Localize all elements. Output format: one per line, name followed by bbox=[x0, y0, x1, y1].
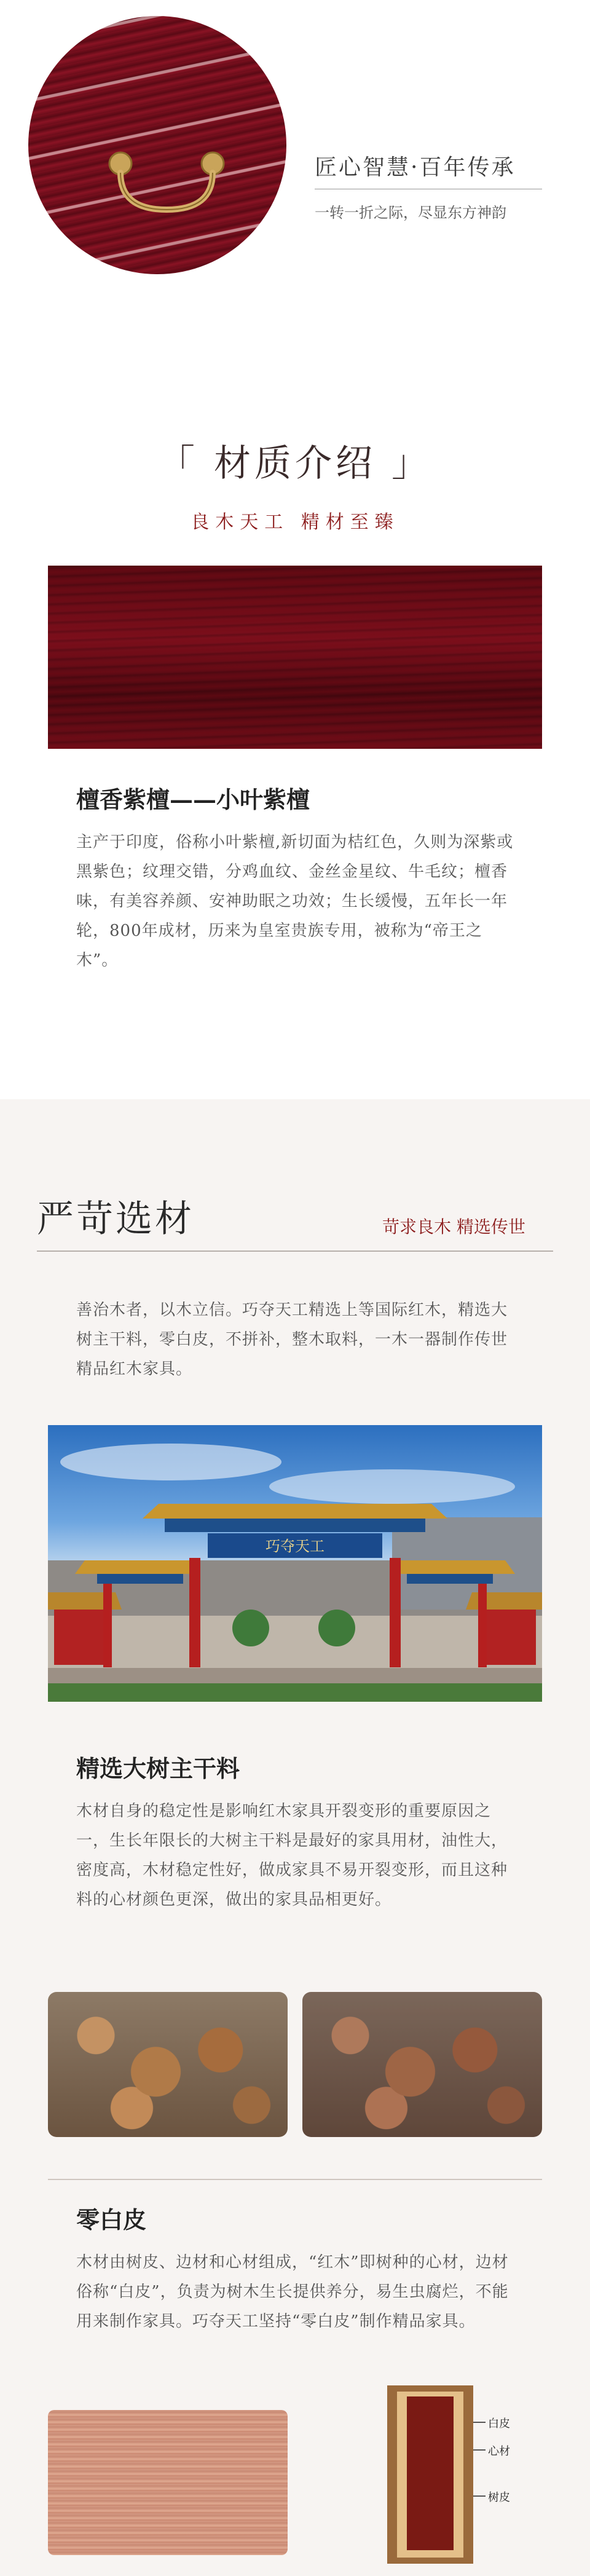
drawer-handle-photo bbox=[28, 16, 286, 274]
no-sapwood-description: 木材由树皮、边材和心材组成，“红木”即树种的心材，边材俗称“白皮”，负责为树木生长提供养分，易生虫腐烂，不能用来制作家具。巧夺天工坚持“零白皮”制作精品家具。 bbox=[76, 2253, 509, 2331]
sapwood-veneer-photo bbox=[48, 2410, 288, 2555]
wood-description: 主产于印度，俗称小叶紫檀,新切面为桔红色，久则为深紫或黑紫色；纹理交错，分鸡血纹、金丝金星纹、牛毛纹；檀香味，有美容养颜、安神助眠之功效；生长缓慢，五年长一年轮，800年成材，历来为皇室贵族专用，被称为“帝王之木”。 bbox=[76, 833, 514, 970]
factory-gate-photo bbox=[48, 1425, 542, 1702]
wood-name: 檀香紫檀——小叶紫檀 bbox=[76, 786, 310, 813]
selection-section-subtitle: 苛求良木 精选传世 bbox=[382, 1217, 525, 1237]
material-section-title: 「 材质介绍 」 bbox=[157, 442, 433, 485]
bark-label: 树皮 bbox=[488, 2491, 510, 2504]
selection-section-title: 严苛选材 bbox=[37, 1198, 194, 1241]
brass-handle-icon bbox=[102, 145, 231, 219]
log-pile-photo-right bbox=[302, 1992, 542, 2137]
sapwood-label: 白皮 bbox=[488, 2417, 510, 2430]
gate-sign-text: 巧夺天工 bbox=[266, 1538, 324, 1555]
wood-grain-image bbox=[48, 566, 542, 749]
selection-divider bbox=[37, 1250, 553, 1252]
log-pile-photo-left bbox=[48, 1992, 288, 2137]
trunk-cross-section-diagram bbox=[381, 2379, 535, 2570]
material-section-subtitle: 良木天工 精材至臻 bbox=[191, 512, 399, 533]
trunk-material-description: 木材自身的稳定性是影响红木家具开裂变形的重要原因之一，生长年限长的大树主干料是最好的家具用材，油性大，密度高，木材稳定性好，做成家具不易开裂变形，而且这种料的心材颜色更深，做出的家具品相更好。 bbox=[76, 1802, 508, 1909]
motto-title: 匠心智慧·百年传承 bbox=[315, 155, 516, 180]
trunk-material-title: 精选大树主干料 bbox=[76, 1755, 240, 1782]
heartwood-label: 心材 bbox=[488, 2445, 510, 2458]
motto-subtitle: 一转一折之际，尽显东方神韵 bbox=[315, 204, 506, 221]
selection-intro: 善治木者，以木立信。巧夺天工精选上等国际红木，精选大树主干料，零白皮，不拼补，整木取料，一木一器制作传世精品红木家具。 bbox=[76, 1301, 508, 1378]
section-divider bbox=[48, 2179, 542, 2180]
no-sapwood-title: 零白皮 bbox=[76, 2206, 147, 2234]
